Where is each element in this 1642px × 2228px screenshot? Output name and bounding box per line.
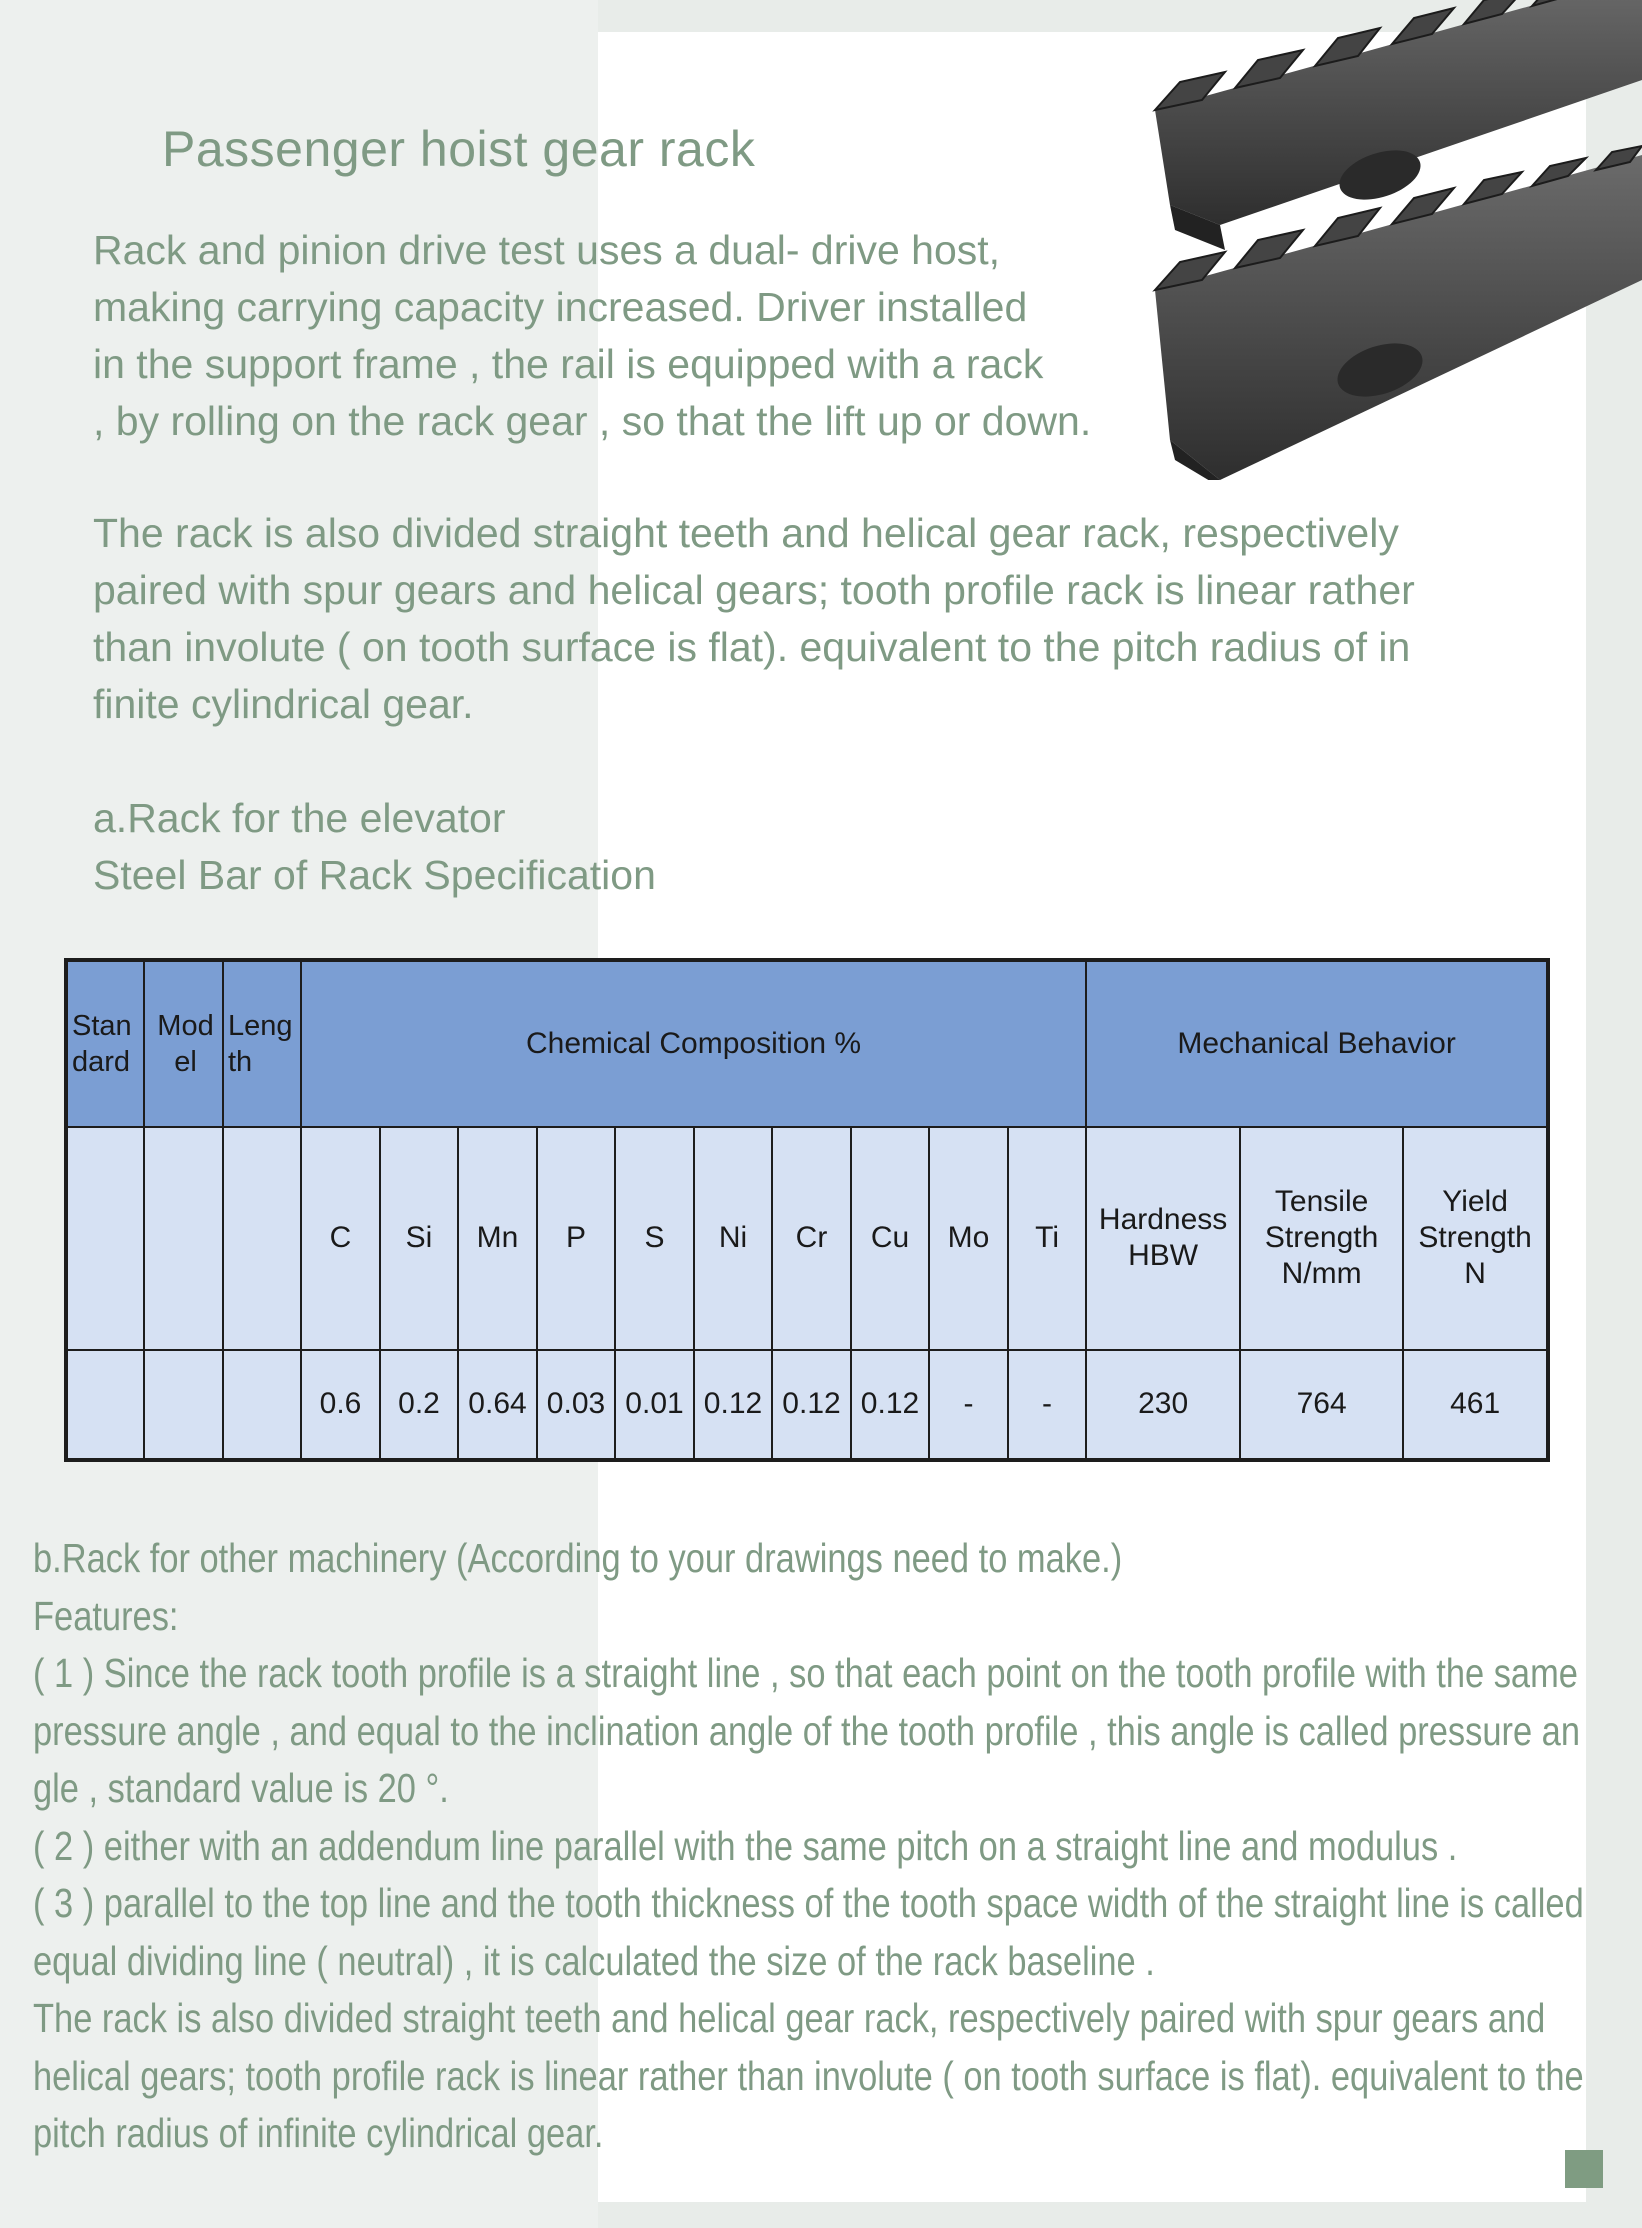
gear-rack-photo	[1140, 0, 1642, 480]
header-mechanical-behavior: Mechanical Behavior	[1086, 960, 1548, 1127]
element-value: 0.6	[301, 1350, 380, 1460]
element-header: S	[615, 1127, 694, 1350]
header-length: Leng th	[223, 960, 301, 1127]
mech-header-yield: Yield Strength N	[1403, 1127, 1548, 1350]
table-subheader-row	[66, 1127, 1548, 1350]
element-header: C	[301, 1127, 380, 1350]
element-value: 0.01	[615, 1350, 694, 1460]
element-header: Cu	[851, 1127, 929, 1350]
blank-cell	[66, 1127, 144, 1350]
element-header: Mo	[929, 1127, 1008, 1350]
element-header: Ti	[1008, 1127, 1086, 1350]
element-header: Mn	[458, 1127, 537, 1350]
blank-cell	[66, 1350, 144, 1460]
element-header: Cr	[772, 1127, 851, 1350]
blank-cell	[144, 1127, 223, 1350]
element-value: -	[929, 1350, 1008, 1460]
header-model: Mod el	[144, 960, 223, 1127]
table-header-row	[66, 960, 1548, 1127]
page-title: Passenger hoist gear rack	[162, 121, 756, 177]
tensile-value: 764	[1240, 1350, 1403, 1460]
steel-bar-spec-table	[64, 958, 1550, 1462]
element-value: 0.2	[380, 1350, 458, 1460]
blank-cell	[144, 1350, 223, 1460]
header-standard: Stan dard	[66, 960, 144, 1127]
element-value: 0.12	[694, 1350, 772, 1460]
table-values-row	[66, 1350, 1548, 1460]
mech-header-tensile: Tensile Strength N/mm	[1240, 1127, 1403, 1350]
element-header: P	[537, 1127, 615, 1350]
intro-paragraph: Rack and pinion drive test uses a dual- drive host, making carrying capacity increased. Driver installed in the support frame , the rail is equipped with a rack , by rolling on the rack gear , so that the lift up or down.	[93, 227, 1092, 444]
header-chemical-composition: Chemical Composition %	[301, 960, 1086, 1127]
element-value: 0.12	[851, 1350, 929, 1460]
blank-cell	[223, 1350, 301, 1460]
blank-cell	[223, 1127, 301, 1350]
element-header: Si	[380, 1127, 458, 1350]
section-b-features: b.Rack for other machinery (According to your drawings need to make.) Features: ( 1 ) Since the rack tooth profile is a straight line , so that each point on the tooth profile with the same pressure angle , and equal to the inclination angle of the tooth profile , this angle is called pressure an gle , standard value is 20 °. ( 2 ) either with an addendum line parallel with the same pitch on a straight line and modulus . ( 3 ) parallel to the top line and the tooth thickness of the tooth space width of the straight line is called equal dividing line ( neutral) , it is calculated the size of the rack baseline . The rack is also divided straight teeth and helical gear rack, respectively paired with spur gears and helical gears; tooth profile rack is linear rather than involute ( on tooth surface is flat). equivalent to the pitch radius of infinite cylindrical gear.	[33, 1535, 1584, 2156]
element-value: -	[1008, 1350, 1086, 1460]
hardness-value: 230	[1086, 1350, 1240, 1460]
yield-value: 461	[1403, 1350, 1548, 1460]
element-header: Ni	[694, 1127, 772, 1350]
mech-header-hardness: Hardness HBW	[1086, 1127, 1240, 1350]
element-value: 0.12	[772, 1350, 851, 1460]
element-value: 0.03	[537, 1350, 615, 1460]
section-a-heading: a.Rack for the elevator Steel Bar of Rack Specification	[93, 795, 656, 898]
element-value: 0.64	[458, 1350, 537, 1460]
rack-description-paragraph: The rack is also divided straight teeth and helical gear rack, respectively paired with spur gears and helical gears; tooth profile rack is linear rather than involute ( on tooth surface is flat). equivalent to the pitch radius of in finite cylindrical gear.	[93, 510, 1415, 727]
corner-accent-square	[1565, 2150, 1603, 2188]
